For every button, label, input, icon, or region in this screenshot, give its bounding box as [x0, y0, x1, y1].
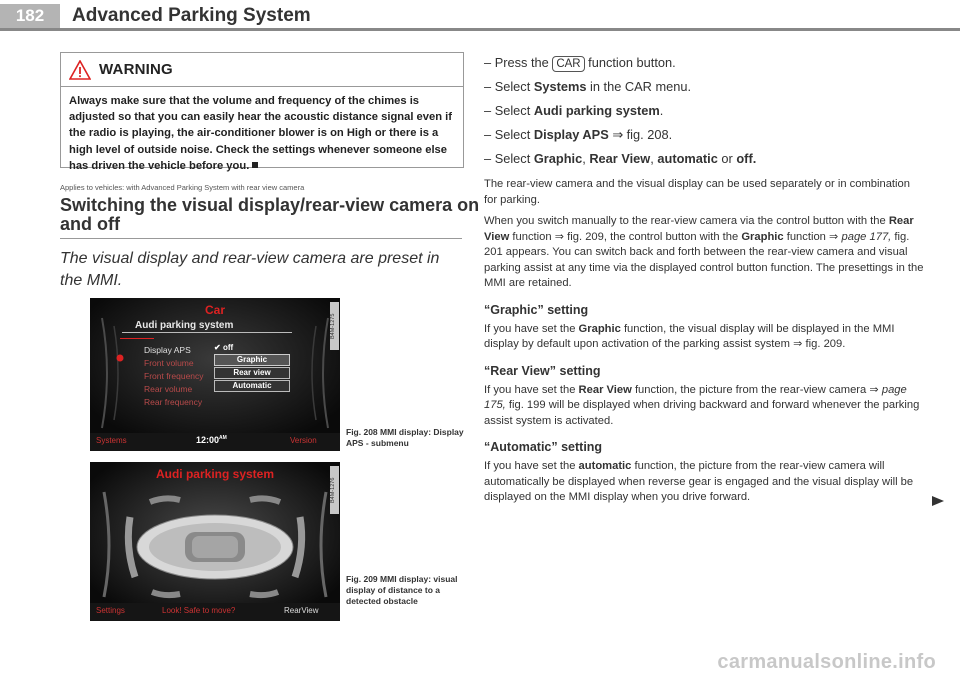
continue-arrow-icon	[932, 496, 944, 506]
heading-rule	[60, 238, 462, 239]
figure-id-tag: B4M-1275	[330, 302, 339, 350]
header-rule	[0, 28, 960, 31]
mmi-screen-parking-display	[90, 462, 340, 621]
step-5: – Select Graphic, Rear View, automatic or off.	[484, 151, 757, 166]
menu-item[interactable]: Front volume	[144, 358, 194, 368]
step-text: in the CAR menu.	[590, 79, 692, 94]
warning-box	[60, 52, 464, 172]
para-text: function, the picture from the rear-view camera will automatically be displayed when reverse gear is engaged and the visual display will be displayed on the MMI display when you drive forward.	[484, 460, 914, 503]
menu-title: Audi parking system	[135, 320, 234, 331]
options-list	[214, 342, 290, 392]
page-number: 182	[0, 4, 60, 28]
step-text: Select	[494, 79, 531, 94]
step-bold: Audi parking system	[533, 103, 660, 118]
step-bold: automatic	[657, 151, 718, 166]
selection-line	[120, 338, 154, 339]
para-bold: automatic	[578, 460, 632, 472]
watermark: carmanualsonline.info	[717, 651, 936, 673]
menu-item[interactable]: Rear frequency	[144, 397, 203, 407]
step-4: – Select Display APS ⇒ fig. 208.	[484, 127, 673, 142]
para-text: function, the visual display will be displayed in the MMI display by default upon activation of the parking assist system ⇒ fig. 209.	[484, 322, 895, 350]
paragraph	[484, 214, 924, 292]
footer-settings[interactable]: Settings	[96, 606, 125, 615]
screen-title: Car	[204, 303, 225, 317]
section-intro: The visual display and rear-view camera are preset in the MMI.	[60, 250, 440, 289]
screen-title: Audi parking system	[155, 467, 275, 481]
para-text: function ⇒	[786, 230, 839, 243]
option-off[interactable]: ✔ off	[214, 343, 234, 352]
caption-text: MMI display: Display APS - submenu	[346, 427, 464, 448]
para-text: When you switch manually to the rear-view camera via the control button with the	[484, 215, 886, 227]
clock-time: 12:00	[196, 435, 220, 445]
para-bold: Rear View	[484, 215, 914, 243]
footer-status: Look! Safe to move?	[162, 606, 236, 615]
warning-header	[61, 53, 463, 87]
option-automatic[interactable]: Automatic	[214, 380, 290, 392]
car-button-icon: CAR	[552, 56, 584, 72]
page-link[interactable]: page 175,	[484, 383, 907, 411]
page-link[interactable]: page 177,	[841, 230, 892, 243]
figure-caption	[346, 574, 466, 607]
step-text: function button.	[588, 55, 676, 70]
menu-divider	[122, 332, 292, 333]
clock-ampm: AM	[219, 435, 227, 441]
para-text: fig. 201 appears. You can switch back and forth between the rear-view camera and visual parking assist at any time via the displayed control button function. The presettings in the MMI are retained.	[484, 230, 924, 289]
step-text: Select	[494, 103, 531, 118]
para-bold: Graphic	[578, 322, 621, 335]
option-graphic[interactable]: Graphic	[214, 354, 290, 366]
step-text: Select	[494, 127, 531, 142]
warning-triangle-icon	[69, 60, 91, 80]
figure-id-tag: B4M-1276	[330, 466, 339, 514]
menu-item[interactable]: Display APS	[144, 345, 191, 355]
paragraph: The rear-view camera and the visual display can be used separately or in combination for parking.	[484, 178, 910, 206]
para-bold: Rear View	[578, 383, 632, 396]
para-text: function ⇒ fig. 209, the control button with the	[512, 230, 739, 243]
step-text: Press the	[494, 55, 549, 70]
menu-item[interactable]: Front frequency	[144, 371, 204, 381]
para-text: fig. 199 will be displayed when driving backward and forward whenever the parking assist system is activated.	[484, 399, 920, 427]
caption-label: Fig. 208	[346, 427, 378, 437]
caption-label: Fig. 209	[346, 574, 378, 584]
para-text: function, the picture from the rear-view camera ⇒	[634, 383, 879, 396]
section-heading: Switching the visual display/rear-view camera on and off	[60, 195, 480, 234]
step-bold: Systems	[533, 79, 587, 94]
step-text: .	[659, 103, 664, 118]
end-mark-icon	[252, 162, 258, 168]
applies-to-note: Applies to vehicles: with Advanced Parking System with rear view camera	[60, 183, 305, 192]
footer-rearview[interactable]: RearView	[284, 606, 319, 615]
parking-graphic	[90, 462, 340, 621]
footer-version[interactable]: Version	[290, 436, 317, 445]
step-2: – Select Systems in the CAR menu.	[484, 79, 692, 94]
para-text: If you have set the	[484, 460, 576, 472]
paragraph	[484, 383, 924, 430]
paragraph	[484, 459, 924, 506]
para-bold: Graphic	[741, 230, 784, 243]
mmi-screen-display-aps	[90, 298, 340, 451]
paragraph	[484, 322, 924, 353]
chapter-title: Advanced Parking System	[72, 5, 311, 26]
step-bold: Rear View	[589, 151, 651, 166]
option-rear-view[interactable]: Rear view	[214, 367, 290, 379]
caption-text: MMI display: visual display of distance to a detected obstacle	[346, 574, 458, 606]
menu-list	[144, 344, 204, 409]
step-text: Select	[494, 151, 531, 166]
warning-text	[61, 87, 463, 174]
figure-caption	[346, 427, 466, 449]
option-off-label: off	[222, 343, 234, 352]
warning-text-content: Always make sure that the volume and frequency of the chimes is adjusted so that you can easily hear the acoustic distance signal even if the radio is playing, the air-conditioner blower is on High or there is a high level of outside noise. Check the settings whenever someone else has driven the vehicle before you.	[69, 95, 452, 172]
para-text: If you have set the	[484, 322, 576, 335]
subheading-graphic: “Graphic” setting	[484, 302, 589, 317]
footer-systems[interactable]: Systems	[96, 436, 127, 445]
warning-title: WARNING	[99, 61, 173, 78]
subheading-rear-view: “Rear View” setting	[484, 363, 601, 378]
subheading-automatic: “Automatic” setting	[484, 440, 603, 454]
menu-item[interactable]: Rear volume	[144, 384, 193, 394]
step-bold: Graphic	[533, 151, 583, 166]
step-text: ⇒ fig. 208.	[612, 127, 673, 142]
step-bold: off.	[736, 151, 757, 166]
para-text: If you have set the	[484, 383, 576, 396]
right-column	[484, 52, 924, 512]
step-1: – Press the CAR function button.	[484, 55, 676, 70]
step-text: or	[721, 151, 733, 166]
footer-clock	[196, 435, 227, 445]
step-3: – Select Audi parking system.	[484, 103, 664, 118]
step-bold: Display APS	[533, 127, 609, 142]
